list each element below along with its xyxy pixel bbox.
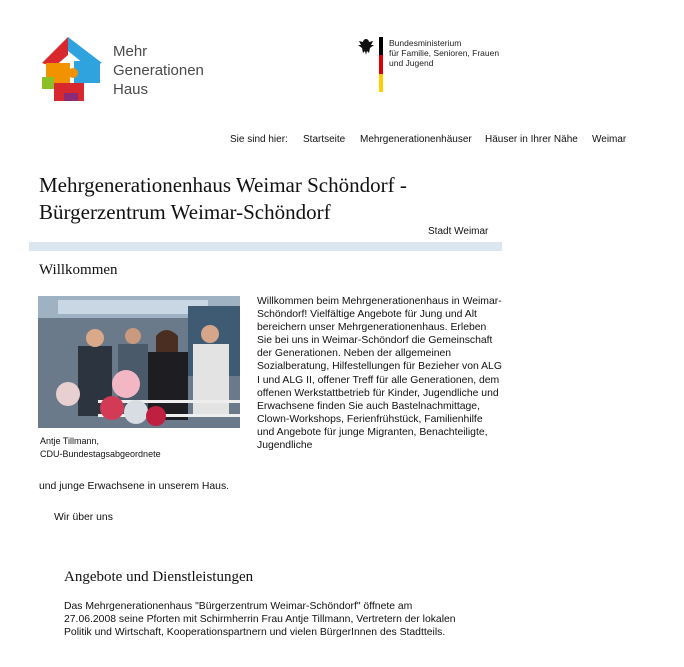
mgh-logo-text [113, 42, 204, 99]
breadcrumb [0, 134, 684, 148]
page-title-line1: Mehrgenerationenhaus Weimar Schöndorf - [39, 173, 407, 197]
ministry-line: und Jugend [389, 58, 434, 68]
breadcrumb-prefix: Sie sind hier: [230, 134, 288, 145]
city-label: Stadt Weimar [428, 226, 489, 237]
ministry-name [389, 38, 499, 68]
event-photo [38, 296, 240, 428]
ministry-logo[interactable] [356, 37, 516, 97]
breadcrumb-weimar[interactable]: Weimar [592, 134, 627, 145]
german-flag-bar [379, 37, 383, 92]
about-us-link[interactable]: Wir über uns [54, 512, 113, 523]
ministry-line: Bundesministerium [389, 38, 462, 48]
breadcrumb-startseite[interactable]: Startseite [303, 134, 346, 145]
photo-caption-line2: CDU-Bundestagsabgeordnete [40, 449, 161, 459]
welcome-heading: Willkommen [39, 262, 118, 278]
page-title [39, 172, 509, 226]
photo-caption [40, 435, 161, 461]
intro-text: Willkommen beim Mehrgenerationenhaus in Weimar-Schöndorf! Vielfältige Angebote für Jung und Alt bereichern unser Mehrgenerationenhaus. Erleben Sie bei uns in Weimar-Schöndorf die Gemeinschaft der Generationen. Neben der allgemeinen Sozialberatung, Hilfestellungen für Bezieher von ALG I und ALG II, offener Treff für alle Generationen, dem offenen Werkstattbetrieb für Kinder, Jugendliche und Erwachsene finden Sie auch Bastelnachmittage, Clown-Workshops, Ferienfrühstück, Familienhilfe und Angebote für junge Migranten, Benachteiligte, Jugendliche [257, 296, 502, 452]
ministry-line: für Familie, Senioren, Frauen [389, 48, 500, 58]
house-puzzle-icon [40, 33, 108, 103]
logo-line: Haus [113, 81, 149, 98]
mgh-logo[interactable] [40, 33, 220, 105]
intro-text-continued: und junge Erwachsene in unserem Haus. [39, 481, 230, 492]
breadcrumb-haeuser-in-ihrer-naehe[interactable]: Häuser in Ihrer Nähe [485, 134, 578, 145]
logo-line: Generationen [113, 62, 204, 79]
breadcrumb-mehrgenerationenhaeuser[interactable]: Mehrgenerationenhäuser [360, 134, 472, 145]
federal-eagle-icon [356, 37, 376, 57]
services-heading: Angebote und Dienstleistungen [64, 569, 254, 585]
logo-line: Mehr [113, 43, 148, 60]
title-divider-bar [29, 242, 502, 251]
page-title-line2: Bürgerzentrum Weimar-Schöndorf [39, 200, 331, 224]
services-text: Das Mehrgenerationenhaus "Bürgerzentrum Weimar-Schöndorf" öffnete am 27.06.2008 seine Pforten mit Schirmherrin Frau Antje Tillmann, Vertretern der lokalen Politik und Wirtschaft, Kooperationspartnern und vielen BürgerInnen des Stadtteils. [64, 601, 456, 639]
photo-caption-line1: Antje Tillmann, [40, 436, 100, 446]
event-photo-illustration [38, 296, 240, 428]
